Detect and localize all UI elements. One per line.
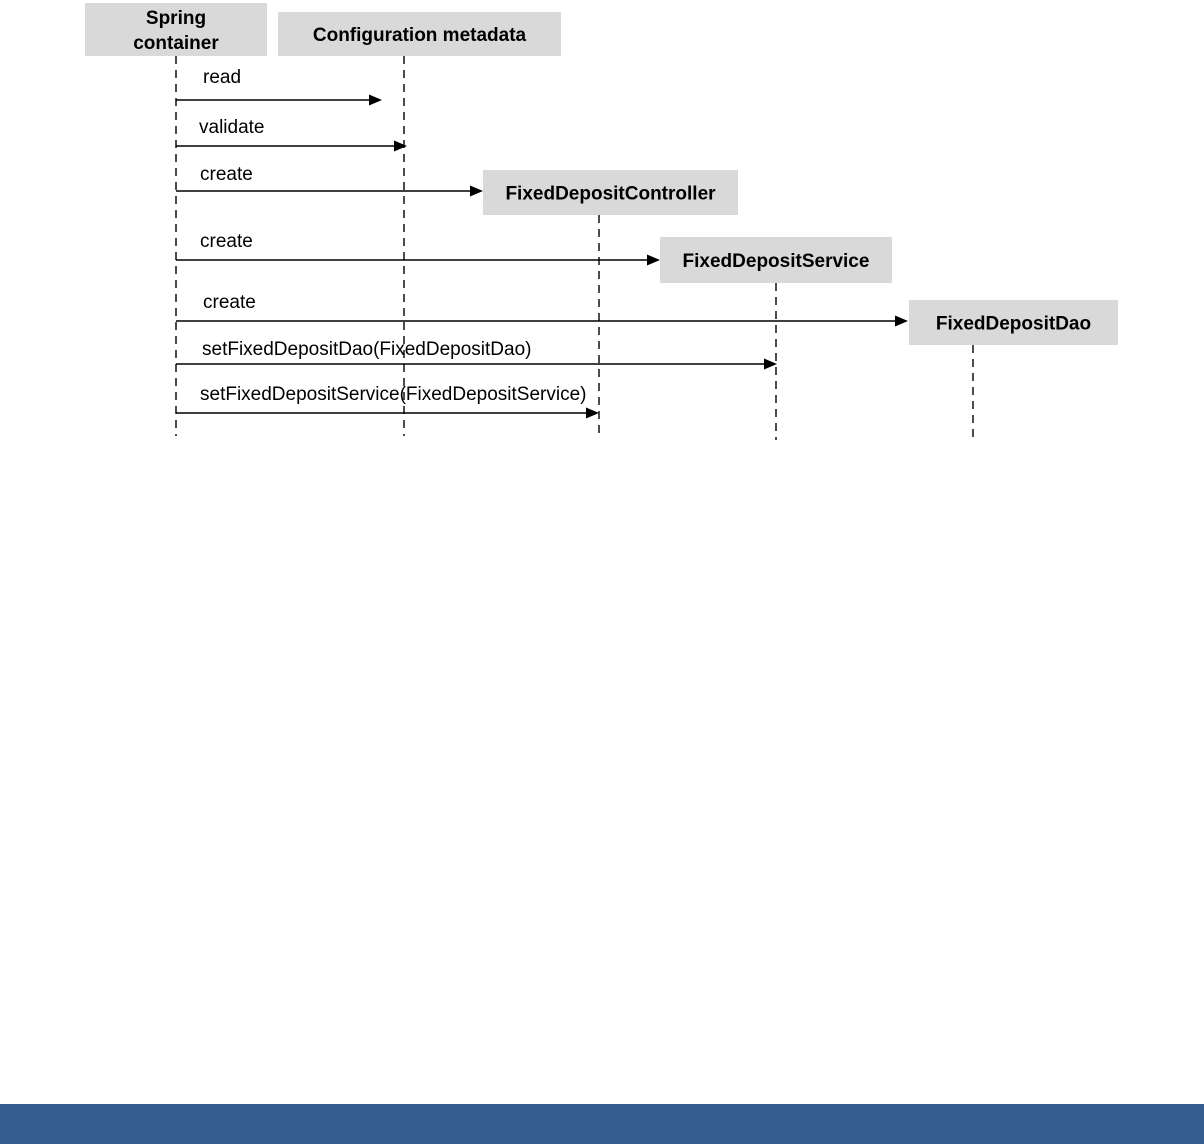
arrowhead-icon bbox=[586, 408, 599, 419]
arrowhead-icon bbox=[369, 95, 382, 106]
participant-label-spring: Spring bbox=[145, 8, 207, 29]
message-label: validate bbox=[199, 117, 265, 138]
message-label: create bbox=[200, 231, 253, 252]
footer-bar bbox=[0, 1104, 1204, 1144]
message-label: create bbox=[203, 292, 256, 313]
message-label: setFixedDepositDao(FixedDepositDao) bbox=[202, 339, 532, 360]
participant-label-controller: FixedDepositController bbox=[505, 183, 716, 205]
arrowhead-icon bbox=[394, 141, 407, 152]
participant-label-config: Configuration metadata bbox=[312, 25, 527, 46]
participant-label-spring: container bbox=[133, 33, 219, 54]
participant-label-dao: FixedDepositDao bbox=[935, 313, 1092, 335]
arrowhead-icon bbox=[647, 255, 660, 266]
sequence-diagram bbox=[0, 0, 1204, 450]
arrowhead-icon bbox=[764, 359, 777, 370]
participant-label-service: FixedDepositService bbox=[682, 251, 870, 272]
message-label: setFixedDepositService(FixedDepositService) bbox=[200, 384, 587, 405]
message-label: create bbox=[200, 164, 253, 185]
message-label: read bbox=[203, 67, 242, 88]
arrowhead-icon bbox=[895, 316, 908, 327]
arrowhead-icon bbox=[470, 186, 483, 197]
